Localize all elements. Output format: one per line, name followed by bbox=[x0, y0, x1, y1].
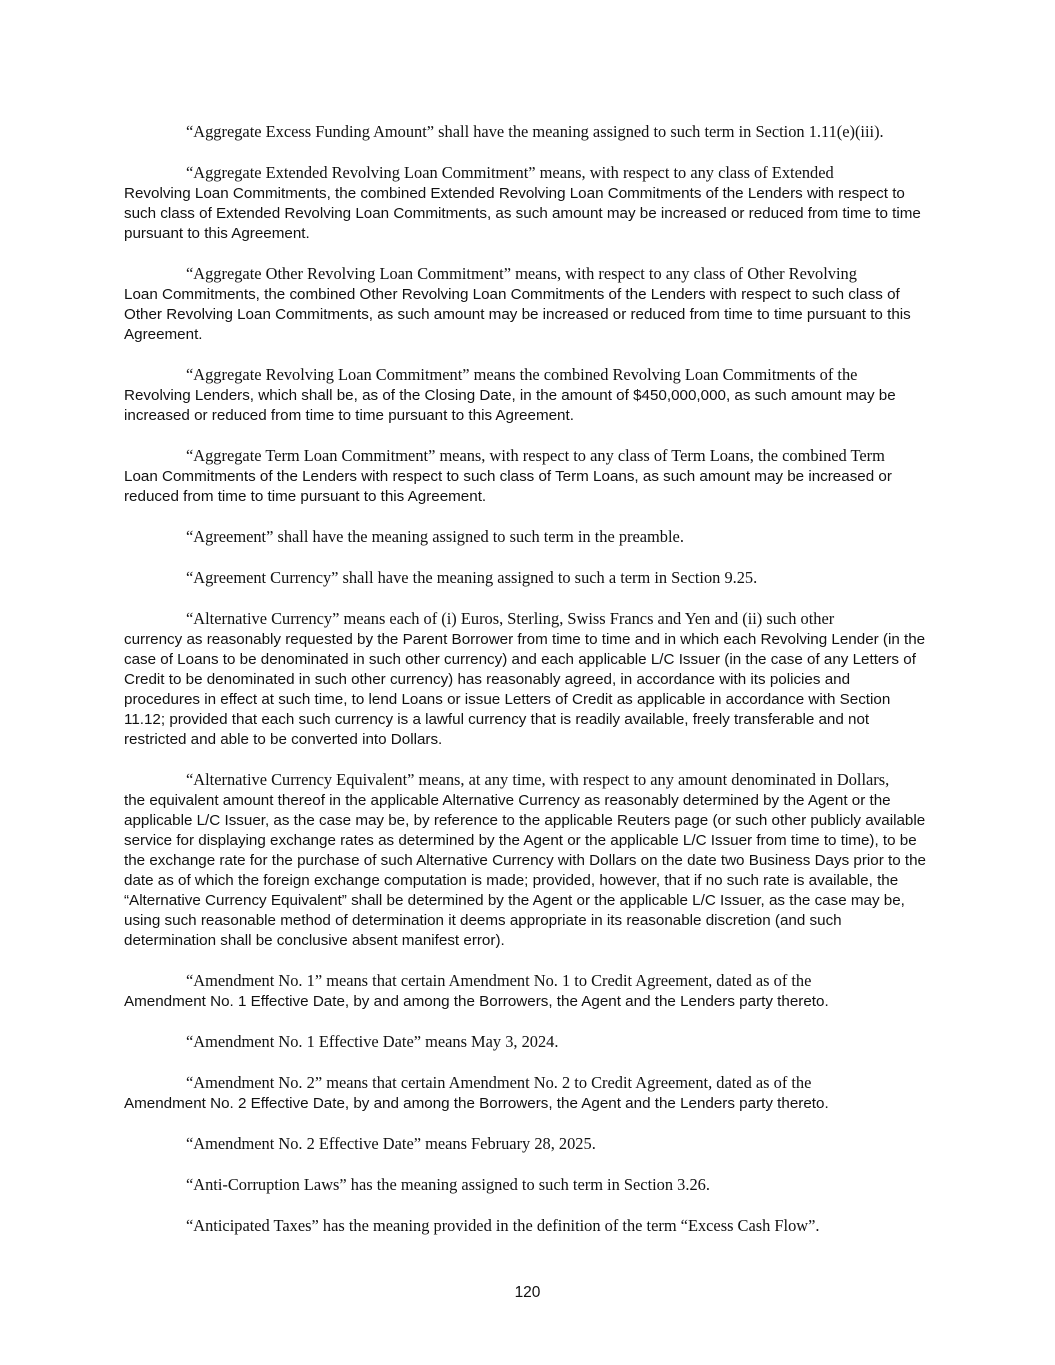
definition-paragraph bbox=[124, 971, 930, 1012]
definition-paragraph bbox=[124, 527, 930, 548]
definition-paragraph bbox=[124, 568, 930, 589]
definition-body: Revolving Loan Commitments, the combined Extended Revolving Loan Commitments of the Lenders with respect to such class of Extended Revolving Loan Commitments, as such amount may be increased or reduced from time to time pursuant to this Agreement. bbox=[124, 185, 921, 242]
definition-paragraph bbox=[124, 770, 930, 951]
definition-lead: “Anticipated Taxes” has the meaning provided in the definition of the term “Excess Cash Flow”. bbox=[186, 1216, 820, 1235]
definition-body: the equivalent amount thereof in the applicable Alternative Currency as reasonably determined by the Agent or the applicable L/C Issuer, as the case may be, by reference to the applicable Reuters page (or such other publicly available service for displaying exchange rates as determined by the Agent or the applicable L/C Issuer from time to time), to be the exchange rate for the purchase of such Alternative Currency with Dollars on the date two Business Days prior to the date as of which the foreign exchange computation is made; provided, however, that if no such rate is available, the “Alternative Currency Equivalent” shall be determined by the Agent or the applicable L/C Issuer, as the case may be, using such reasonable method of determination it deems appropriate in its reasonable discretion (and such determination shall be conclusive absent manifest error). bbox=[124, 792, 926, 949]
definition-paragraph bbox=[124, 1073, 930, 1114]
definition-body: Amendment No. 2 Effective Date, by and among the Borrowers, the Agent and the Lenders party thereto. bbox=[124, 1095, 829, 1112]
definition-lead: “Aggregate Term Loan Commitment” means, with respect to any class of Term Loans, the combined Term bbox=[186, 446, 885, 465]
definition-lead: “Aggregate Revolving Loan Commitment” means the combined Revolving Loan Commitments of the bbox=[186, 365, 858, 384]
definition-lead: “Alternative Currency Equivalent” means, at any time, with respect to any amount denominated in Dollars, bbox=[186, 770, 890, 789]
definition-body: Revolving Lenders, which shall be, as of the Closing Date, in the amount of $450,000,000, as such amount may be increased or reduced from time to time pursuant to this Agreement. bbox=[124, 387, 896, 424]
definition-paragraph bbox=[124, 1216, 930, 1237]
definition-lead: “Amendment No. 2 Effective Date” means February 28, 2025. bbox=[186, 1134, 596, 1153]
definition-lead: “Amendment No. 2” means that certain Amendment No. 2 to Credit Agreement, dated as of the bbox=[186, 1073, 812, 1092]
definition-lead: “Aggregate Extended Revolving Loan Commitment” means, with respect to any class of Extended bbox=[186, 163, 834, 182]
definition-lead: “Amendment No. 1 Effective Date” means May 3, 2024. bbox=[186, 1032, 559, 1051]
definition-body: Loan Commitments of the Lenders with respect to such class of Term Loans, as such amount may be increased or reduced from time to time pursuant to this Agreement. bbox=[124, 468, 892, 505]
definition-paragraph bbox=[124, 163, 930, 244]
definition-paragraph bbox=[124, 264, 930, 345]
document-page bbox=[124, 122, 930, 1257]
definition-paragraph bbox=[124, 446, 930, 507]
definition-body: currency as reasonably requested by the Parent Borrower from time to time and in which each Revolving Lender (in the case of Loans to be denominated in such other currency) and each applicable L/C Issuer (in the case of any Letters of Credit to be denominated in such other currency) has reasonably agreed, in accordance with its policies and procedures in effect at such time, to lend Loans or issue Letters of Credit as applicable in accordance with Section 11.12; provided that each such currency is a lawful currency that is readily available, freely transferable and not restricted and able to be converted into Dollars. bbox=[124, 631, 926, 748]
definition-lead: “Amendment No. 1” means that certain Amendment No. 1 to Credit Agreement, dated as of the bbox=[186, 971, 812, 990]
definition-paragraph bbox=[124, 609, 930, 750]
definition-body: Amendment No. 1 Effective Date, by and among the Borrowers, the Agent and the Lenders party thereto. bbox=[124, 993, 829, 1010]
page-number: 120 bbox=[514, 1284, 541, 1301]
definition-lead: “Alternative Currency” means each of (i) Euros, Sterling, Swiss Francs and Yen and (ii) such other bbox=[186, 609, 835, 628]
definition-paragraph bbox=[124, 1175, 930, 1196]
definition-lead: “Agreement Currency” shall have the meaning assigned to such a term in Section 9.25. bbox=[186, 568, 758, 587]
definition-lead: “Aggregate Excess Funding Amount” shall have the meaning assigned to such term in Section 1.11(e)(iii). bbox=[186, 122, 884, 141]
definition-paragraph bbox=[124, 122, 930, 143]
definition-lead: “Anti-Corruption Laws” has the meaning assigned to such term in Section 3.26. bbox=[186, 1175, 710, 1194]
definition-paragraph bbox=[124, 1134, 930, 1155]
definition-paragraph bbox=[124, 365, 930, 426]
definition-body: Loan Commitments, the combined Other Revolving Loan Commitments of the Lenders with respect to such class of Other Revolving Loan Commitments, as such amount may be increased or reduced from time to time pursuant to this Agreement. bbox=[124, 286, 911, 343]
definition-lead: “Aggregate Other Revolving Loan Commitment” means, with respect to any class of Other Revolving bbox=[186, 264, 857, 283]
definition-paragraph bbox=[124, 1032, 930, 1053]
definition-lead: “Agreement” shall have the meaning assigned to such term in the preamble. bbox=[186, 527, 684, 546]
